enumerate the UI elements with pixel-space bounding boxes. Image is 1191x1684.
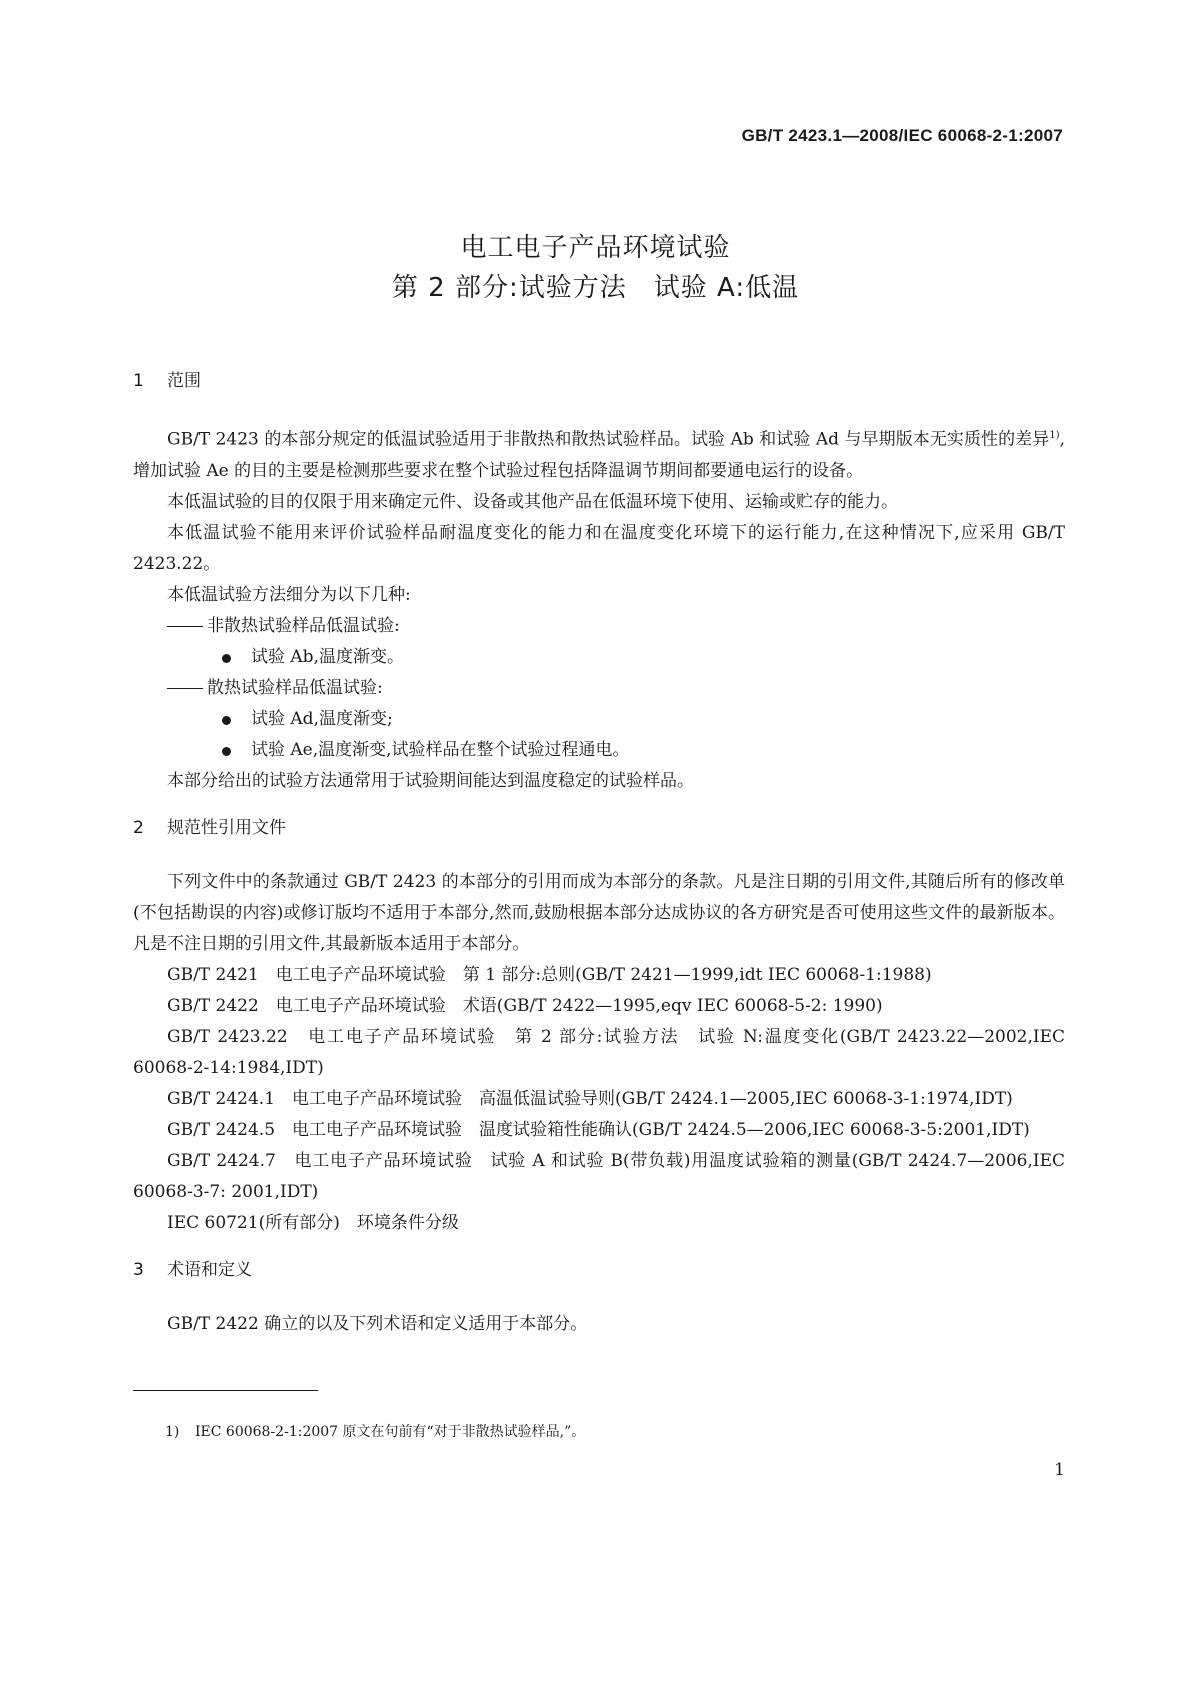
footnote-text: IEC 60068-2-1:2007 原文在句前有“对于非散热试验样品,”。 — [195, 1424, 586, 1440]
text-run: GB/T 2423 的本部分规定的低温试验适用于非散热和散热试验样品。试验 Ab 和试验 Ad 与早期版本无实质性的差异 — [167, 429, 1050, 450]
dash-icon — [167, 626, 203, 627]
footnote-mark: 1) — [165, 1424, 180, 1440]
terms-paragraph: GB/T 2422 确立的以及下列术语和定义适用于本部分。 — [167, 1313, 588, 1334]
list-text: 非散热试验样品低温试验: — [207, 615, 400, 636]
bullet-icon — [222, 716, 231, 725]
list-text: 试验 Ae,温度渐变,试验样品在整个试验过程通电。 — [251, 739, 630, 760]
section-number: 3 — [133, 1259, 144, 1280]
reference-item: GB/T 2424.5 电工电子产品环境试验 温度试验箱性能确认(GB/T 2424.5—2006,IEC 60068-3-5:2001,IDT) — [167, 1119, 1030, 1140]
document-title — [0, 228, 1191, 308]
scope-paragraph-2: 本低温试验的目的仅限于用来确定元件、设备或其他产品在低温环境下使用、运输或贮存的能力。 — [167, 491, 898, 512]
scope-paragraph-1 — [133, 420, 1065, 487]
section-number: 1 — [133, 371, 144, 391]
reference-item: GB/T 2423.22 电工电子产品环境试验 第 2 部分:试验方法 试验 N:温度变化(GB/T 2423.22—2002,IEC 60068-2-14:1984,IDT) — [133, 1026, 1065, 1078]
reference-item: GB/T 2424.1 电工电子产品环境试验 高温低温试验导则(GB/T 2424.1—2005,IEC 60068-3-1:1974,IDT) — [167, 1088, 1013, 1109]
list-text: 试验 Ad,温度渐变; — [251, 708, 393, 729]
reference-item: GB/T 2422 电工电子产品环境试验 术语(GB/T 2422—1995,eqv IEC 60068-5-2: 1990) — [167, 995, 883, 1016]
bullet-list-item — [133, 704, 1065, 735]
bullet-list-item — [133, 642, 1065, 673]
reference-item: GB/T 2424.7 电工电子产品环境试验 试验 A 和试验 B(带负载)用温度试验箱的测量(GB/T 2424.7—2006,IEC 60068-3-7: 2001,IDT) — [133, 1150, 1065, 1202]
scope-paragraph-5: 本部分给出的试验方法通常用于试验期间能达到温度稳定的试验样品。 — [167, 770, 694, 791]
bullet-icon — [222, 747, 231, 756]
bullet-list-item — [133, 735, 1065, 766]
dash-list-item — [133, 611, 1065, 642]
section-number: 2 — [133, 817, 144, 838]
bullet-icon — [222, 654, 231, 663]
reference-item: IEC 60721(所有部分) 环境条件分级 — [167, 1212, 459, 1233]
dash-icon — [167, 688, 203, 689]
standard-code: GB/T 2423.1—2008/IEC 60068-2-1:2007 — [741, 126, 1063, 145]
section-title: 规范性引用文件 — [167, 817, 286, 838]
footnote-ref[interactable]: 1) — [1049, 430, 1060, 441]
title-line-1: 电工电子产品环境试验 — [460, 233, 731, 263]
section-1-heading — [133, 366, 1065, 396]
footnote-divider — [133, 1390, 318, 1391]
list-text: 试验 Ab,温度渐变。 — [251, 646, 404, 667]
reference-item: GB/T 2421 电工电子产品环境试验 第 1 部分:总则(GB/T 2421—1999,idt IEC 60068-1:1988) — [167, 964, 932, 985]
dash-list-item — [133, 673, 1065, 704]
section-2-heading — [133, 813, 1065, 843]
list-text: 散热试验样品低温试验: — [207, 677, 383, 698]
scope-paragraph-4: 本低温试验方法细分为以下几种: — [167, 584, 411, 605]
references-intro: 下列文件中的条款通过 GB/T 2423 的本部分的引用而成为本部分的条款。凡是注日期的引用文件,其随后所有的修改单(不包括勘误的内容)或修订版均不适用于本部分,然而,鼓励根据本部分达成协议的各方研究是否可使用这些文件的最新版本。凡是不注日期的引用文件,其最新版本适用于本部分。 — [133, 871, 1065, 954]
section-title: 范围 — [167, 371, 201, 391]
text-run: ,增加试验 Ae 的目的主要是检测那些要求在整个试验过程包括降温调节期间都要通电运行的设备。 — [133, 429, 1065, 481]
section-3-heading — [133, 1255, 1065, 1285]
title-line-2: 第 2 部分:试验方法 试验 A:低温 — [391, 273, 800, 303]
section-title: 术语和定义 — [167, 1259, 252, 1280]
page-number: 1 — [1054, 1460, 1065, 1480]
scope-paragraph-3: 本低温试验不能用来评价试验样品耐温度变化的能力和在温度变化环境下的运行能力,在这种情况下,应采用 GB/T 2423.22。 — [133, 522, 1065, 574]
footnote — [165, 1422, 585, 1442]
document-body — [133, 366, 1065, 1340]
